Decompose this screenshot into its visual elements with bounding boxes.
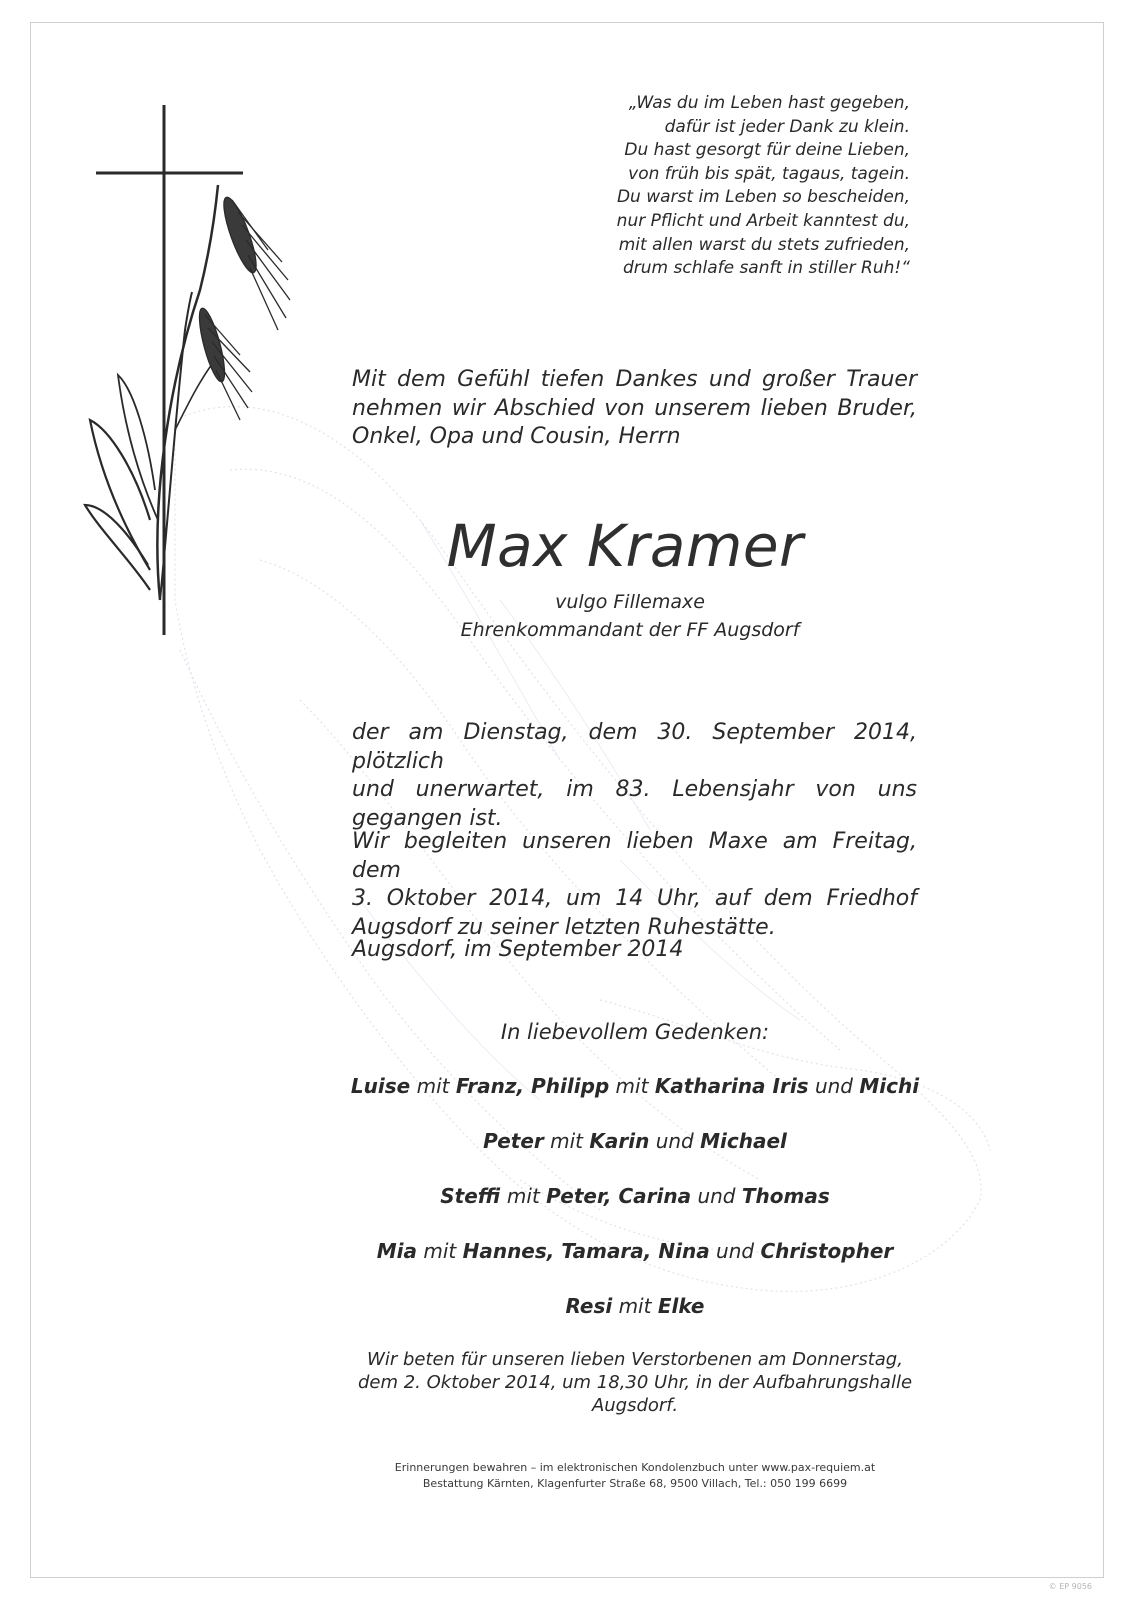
prayer-notice [340,1348,930,1417]
mourner-name: Katharina Iris [654,1074,809,1098]
funeral-line: Augsdorf zu seiner letzten Ruhestätte. [352,914,776,940]
mourner-connector: mit [500,1184,547,1208]
intro-line: Onkel, Opa und Cousin, Herrn [352,424,681,450]
mourner-name: Luise [350,1074,411,1098]
prayer-line: dem 2. Oktober 2014, um 18,30 Uhr, in der Aufbahrungshalle [357,1372,913,1393]
footer-address: Bestattung Kärnten, Klagenfurter Straße 68, 9500 Villach, Tel.: 050 199 6699 [422,1477,848,1490]
mourner-name: Elke [657,1294,705,1318]
mourner-connector: und [691,1184,742,1208]
intro-text [352,366,917,452]
mourner-row [340,1294,930,1318]
death-notice [352,719,917,833]
place-date: Augsdorf, im September 2014 [352,937,684,962]
intro-line: nehmen wir Abschied von unserem lieben Bruder, [352,395,917,421]
deceased-details [340,588,920,644]
mourner-name: Michi [859,1074,920,1098]
mourner-name: Christopher [760,1239,894,1263]
mourner-row [340,1184,930,1208]
mourner-connector: mit [410,1074,456,1098]
mourner-name: Thomas [741,1184,830,1208]
mourner-row [340,1074,930,1098]
death-notice-line: der am Dienstag, dem 30. September 2014, plötzlich [352,720,917,774]
poem-line: mit allen warst du stets zufrieden, [618,234,910,255]
poem-line: Du hast gesorgt für deine Lieben, [624,140,910,161]
mourner-name: Steffi [440,1184,501,1208]
death-notice-line: gegangen ist. [352,805,503,831]
mourner-connector: und [649,1129,701,1153]
funeral-line: 3. Oktober 2014, um 14 Uhr, auf dem Friedhof [352,886,917,912]
poem-line: Du warst im Leben so bescheiden, [616,187,910,208]
footer-condolence: Erinnerungen bewahren – im elektronischen Kondolenzbuch unter www.pax-requiem.at [394,1461,876,1474]
mourner-connector: mit [609,1074,655,1098]
poem-line: nur Pflicht und Arbeit kanntest du, [616,210,910,231]
mourner-name: Resi [565,1294,613,1318]
mourner-connector: mit [612,1294,658,1318]
deceased-title: Ehrenkommandant der FF Augsdorf [460,619,800,641]
mourner-name: Hannes, Tamara, Nina [462,1239,710,1263]
mourner-name: Peter [483,1129,544,1153]
mourner-connector: mit [416,1239,463,1263]
poem-line: drum schlafe sanft in stiller Ruh!“ [622,258,910,279]
mourner-name: Karin [589,1129,650,1153]
corner-code: © EP 9056 [1048,1582,1092,1591]
deceased-name: Max Kramer [446,512,804,580]
poem-line: „Was du im Leben hast gegeben, [628,93,910,113]
poem-line: von früh bis spät, tagaus, tagein. [628,163,910,184]
funeral-line: Wir begleiten unseren lieben Maxe am Freitag, dem [352,829,917,883]
mourner-name: Peter, Carina [546,1184,692,1208]
funeral-notice [352,828,917,942]
intro-line: Mit dem Gefühl tiefen Dankes und großer Trauer [352,367,917,392]
memory-heading: In liebevollem Gedenken: [500,1020,770,1044]
poem-line: dafür ist jeder Dank zu klein. [664,116,910,137]
deceased-nickname: vulgo Fillemaxe [555,591,705,613]
mourner-name: Franz, Philipp [455,1074,610,1098]
poem [560,92,910,281]
footer [320,1460,950,1492]
prayer-line: Augsdorf. [591,1395,679,1416]
mourner-connector: mit [543,1129,590,1153]
mourner-row [340,1129,930,1153]
mourner-name: Michael [700,1129,787,1153]
mourner-row [340,1239,930,1263]
prayer-line: Wir beten für unseren lieben Verstorbenen am Donnerstag, [367,1349,903,1370]
mourner-name: Mia [376,1239,417,1263]
mourner-connector: und [709,1239,761,1263]
death-notice-line: und unerwartet, im 83. Lebensjahr von uns [352,777,917,803]
mourner-connector: und [808,1074,860,1098]
